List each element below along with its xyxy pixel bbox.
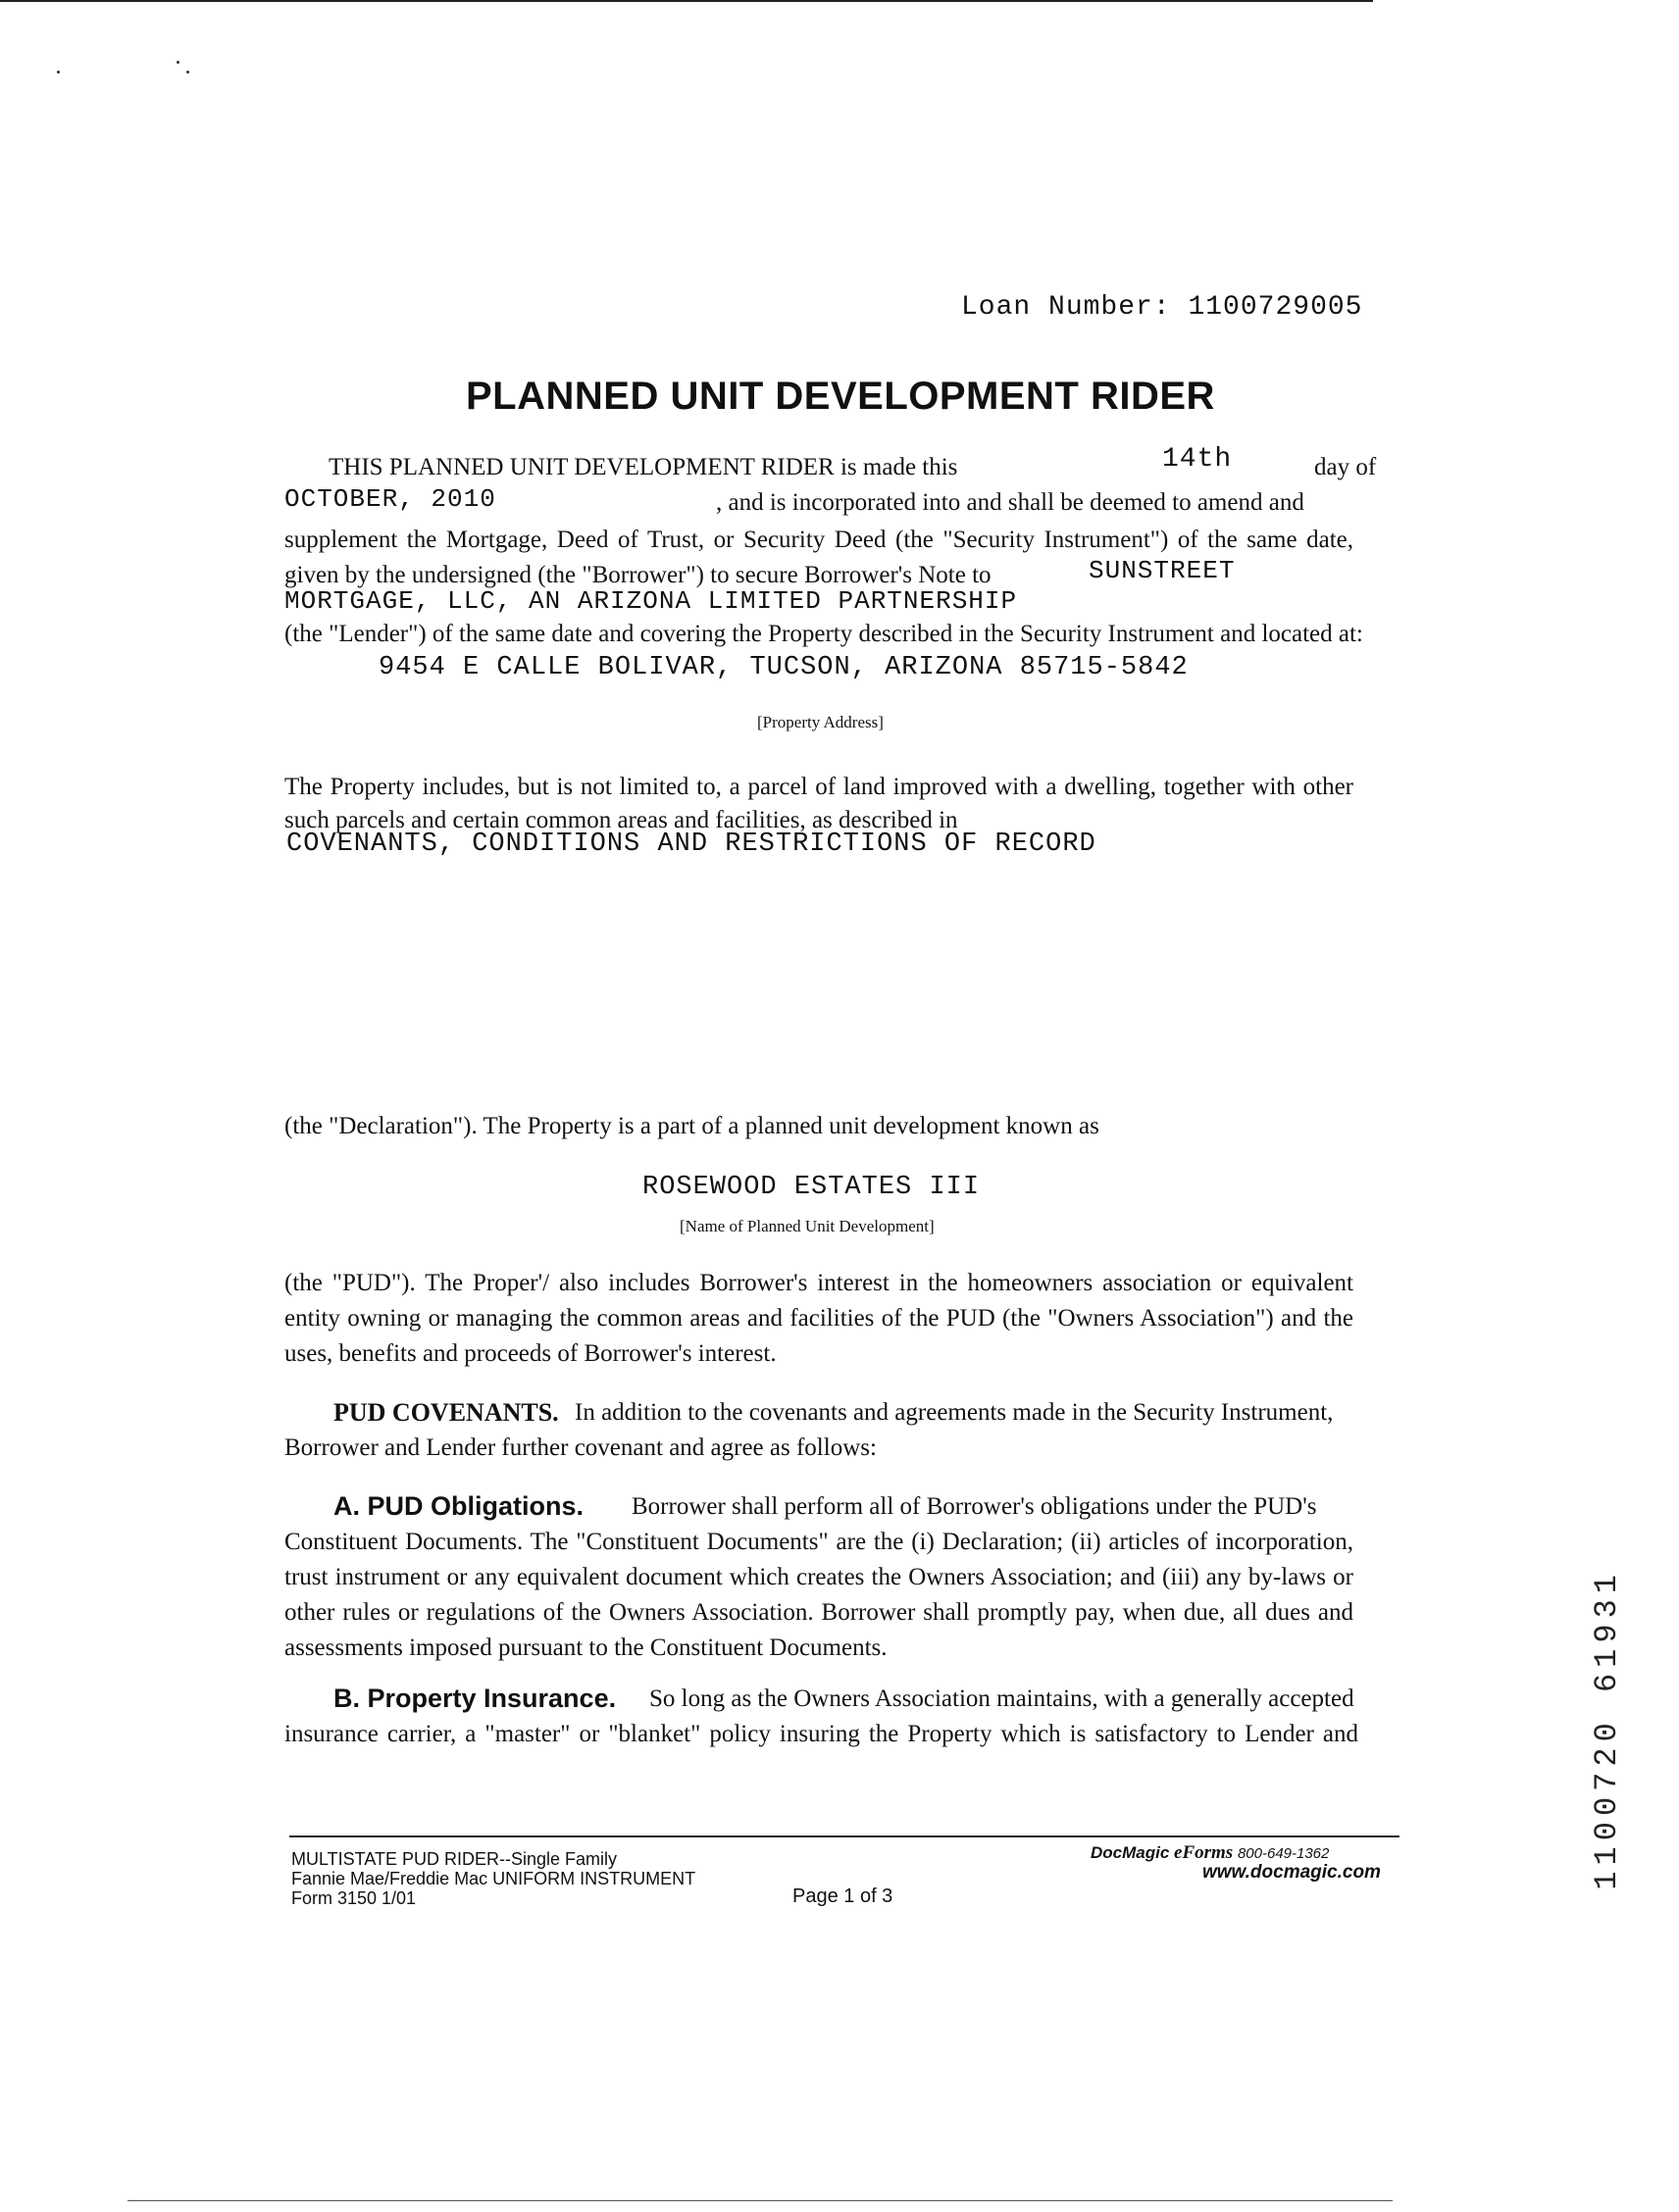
loan-number	[961, 292, 1362, 323]
section-b-text: So long as the Owners Association maintains, with a generally accepted	[649, 1685, 1354, 1712]
form-line-1: MULTISTATE PUD RIDER--Single Family	[291, 1849, 618, 1869]
scan-speck	[186, 71, 189, 74]
vendor-brand: eForms	[1174, 1842, 1234, 1863]
section-a-text: Borrower shall perform all of Borrower's obligations under the PUD's	[632, 1493, 1317, 1520]
top-scan-rule	[0, 0, 1373, 2]
covenants-text: In addition to the covenants and agreements made in the Security Instrument,	[575, 1399, 1334, 1426]
section-a-heading: A. PUD Obligations.	[333, 1491, 585, 1521]
intro-line-6: (the "Lender") of the same date and covering the Property described in the Security Instrument and located at:	[284, 621, 1363, 647]
footer-rule	[289, 1835, 1399, 1837]
lender-name-1: SUNSTREET	[1089, 556, 1236, 585]
vendor-name: DocMagic	[1091, 1843, 1170, 1862]
includes-line-1: The Property includes, but is not limited to, a parcel of land improved with a dwelling, together with other	[284, 774, 1353, 800]
includes-line-2: such parcels and certain common areas and facilities, as described in	[284, 807, 958, 833]
page-title: PLANNED UNIT DEVELOPMENT RIDER	[466, 375, 1215, 418]
section-a-line-2: Constituent Documents. The "Constituent Documents" are the (i) Declaration; (ii) articles of incorporation,	[284, 1529, 1353, 1555]
scan-speck	[57, 71, 60, 74]
pud-line-3: uses, benefits and proceeds of Borrower's interest.	[284, 1340, 777, 1367]
pud-line-2: entity owning or managing the common areas and facilities of the PUD (the "Owners Association") and the	[284, 1305, 1353, 1332]
intro-line-3: supplement the Mortgage, Deed of Trust, or Security Deed (the "Security Instrument") of the same date,	[284, 527, 1353, 553]
intro-line-1	[329, 444, 1377, 485]
pud-name-caption: [Name of Planned Unit Development]	[680, 1217, 935, 1235]
property-address-caption: [Property Address]	[757, 713, 884, 731]
vendor-website: www.docmagic.com	[1202, 1862, 1381, 1883]
property-address: 9454 E CALLE BOLIVAR, TUCSON, ARIZONA 85715-5842	[379, 653, 1189, 682]
form-line-2: Fannie Mae/Freddie Mac UNIFORM INSTRUMENT	[291, 1869, 696, 1888]
vendor-phone: 800-649-1362	[1237, 1845, 1330, 1862]
declaration-name: COVENANTS, CONDITIONS AND RESTRICTIONS OF RECORD	[286, 830, 1096, 859]
section-a-line-1	[333, 1488, 1353, 1526]
intro-text: given by the undersigned (the "Borrower") to secure Borrower's Note to	[284, 562, 992, 588]
intro-text: THIS PLANNED UNIT DEVELOPMENT RIDER is made this	[329, 454, 958, 480]
intro-text: , and is incorporated into and shall be deemed to amend and	[716, 489, 1304, 516]
intro-date: OCTOBER, 2010	[284, 484, 496, 514]
pud-line-1: (the "PUD"). The Proper'/ also includes Borrower's interest in the homeowners association or equivalent	[284, 1270, 1353, 1296]
declaration-line: (the "Declaration"). The Property is a part of a planned unit development known as	[284, 1113, 1099, 1139]
side-stamp: 1100720 61931	[1589, 1569, 1625, 1890]
pud-name: ROSEWOOD ESTATES III	[642, 1173, 981, 1202]
section-a-line-5: assessments imposed pursuant to the Constituent Documents.	[284, 1634, 888, 1661]
section-a-line-3: trust instrument or any equivalent document which creates the Owners Association; and (iii) any by-laws or	[284, 1564, 1353, 1590]
loan-number-label: Loan Number:	[961, 292, 1171, 323]
bottom-scan-rule	[127, 2200, 1393, 2201]
covenants-heading: PUD COVENANTS.	[333, 1398, 559, 1427]
page-number: Page 1 of 3	[792, 1885, 893, 1907]
section-b-line-1	[333, 1681, 1358, 1718]
vendor-line	[1091, 1843, 1329, 1864]
intro-day: 14th	[1162, 444, 1233, 475]
section-b-heading: B. Property Insurance.	[333, 1684, 617, 1713]
covenants-line-2: Borrower and Lender further covenant and agree as follows:	[284, 1434, 877, 1461]
scan-speck	[177, 61, 179, 64]
form-line-3: Form 3150 1/01	[291, 1888, 417, 1908]
section-b-line-2: insurance carrier, a "master" or "blanket" policy insuring the Property which is satisfactory to Lender and	[284, 1721, 1358, 1747]
lender-name-2: MORTGAGE, LLC, AN ARIZONA LIMITED PARTNERSHIP	[284, 586, 1018, 616]
loan-number-value: 1100729005	[1188, 292, 1363, 323]
intro-line-2	[284, 484, 1353, 514]
covenants-line-1	[333, 1394, 1353, 1432]
section-a-line-4: other rules or regulations of the Owners Association. Borrower shall promptly pay, when due, all dues and	[284, 1599, 1353, 1626]
intro-text: day of	[1314, 454, 1377, 480]
